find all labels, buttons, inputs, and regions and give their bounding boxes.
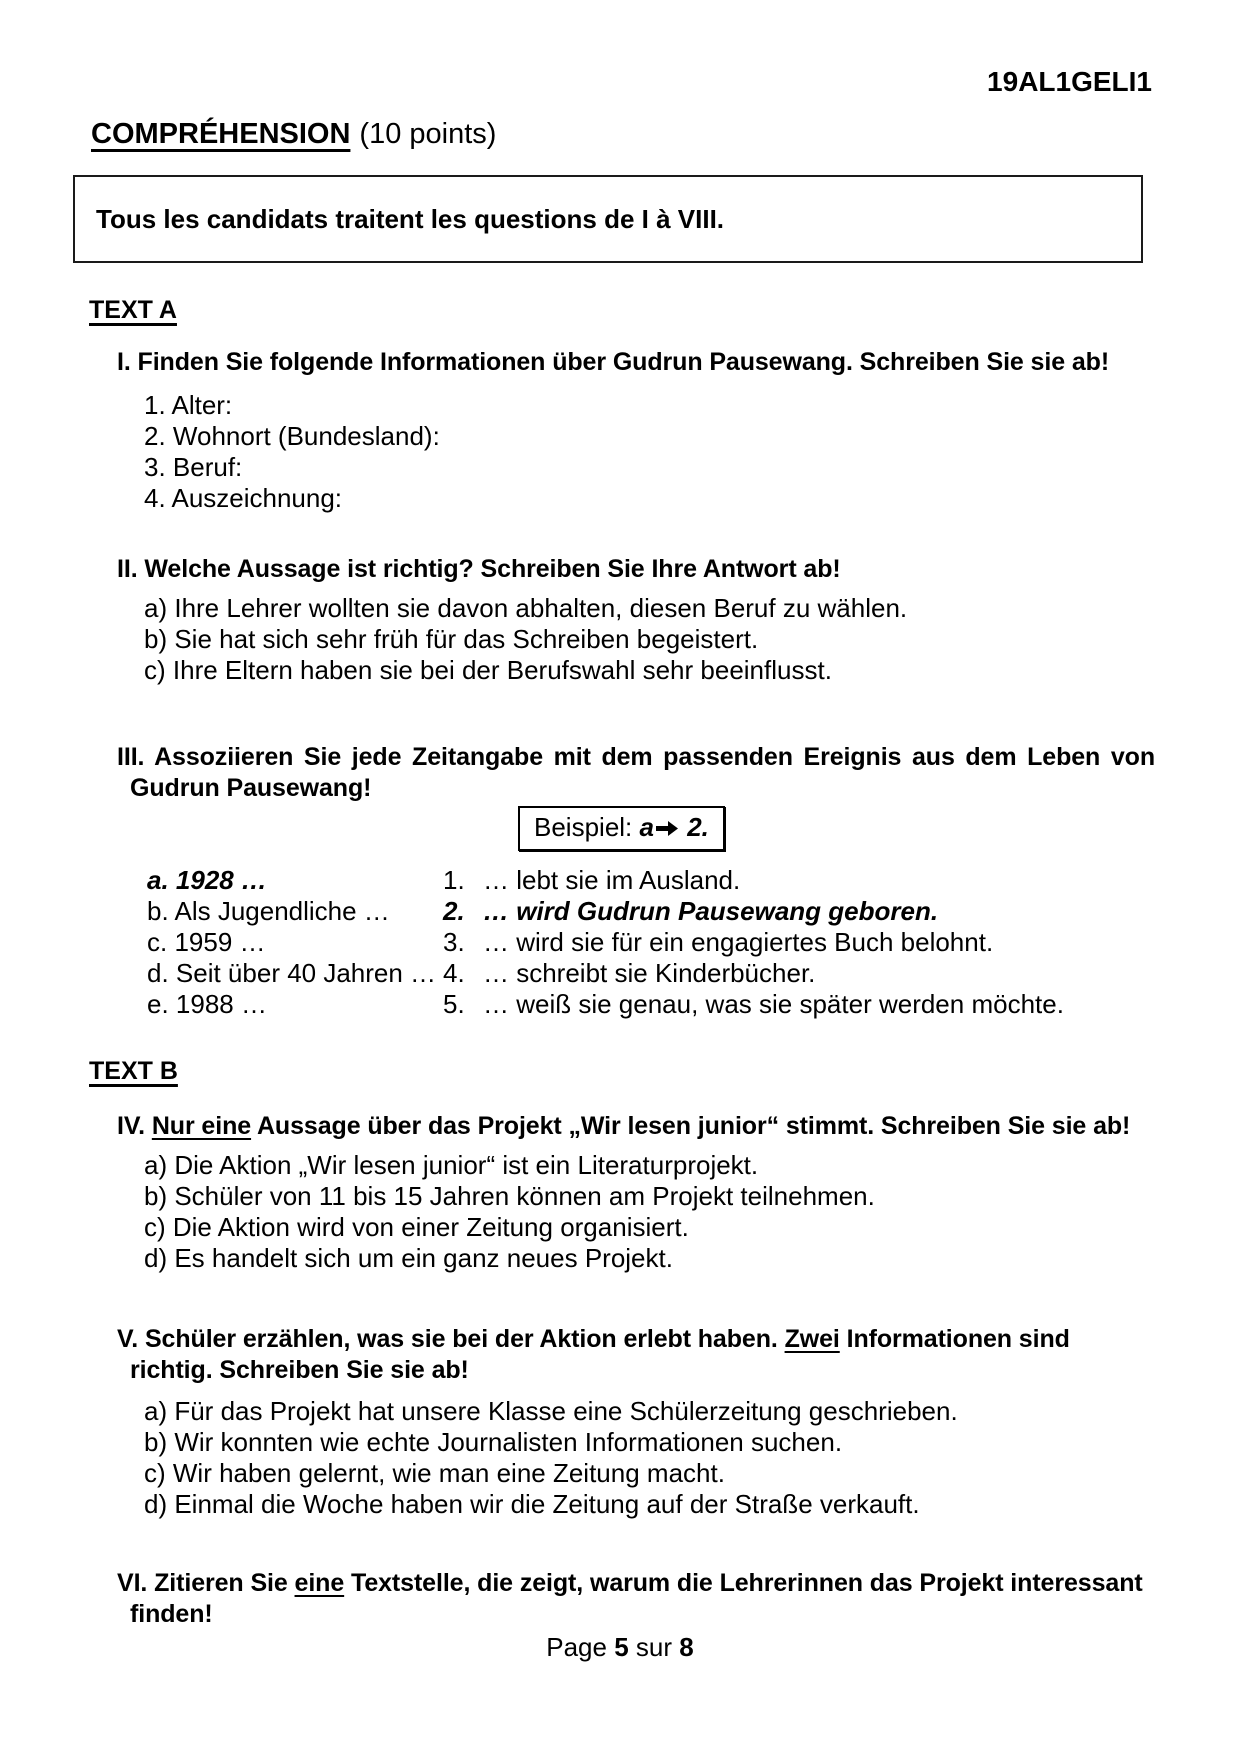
match-item-number: 4. xyxy=(443,958,465,988)
match-row xyxy=(147,958,1240,989)
match-item-text: … wird sie für ein engagiertes Buch belohnt. xyxy=(483,927,994,957)
match-item-text: … wird Gudrun Pausewang geboren. xyxy=(483,896,939,926)
list-item: d) Es handelt sich um ein ganz neues Projekt. xyxy=(144,1243,673,1273)
match-item-text: … schreibt sie Kinderbücher. xyxy=(483,958,816,988)
underline-phrase-eine: eine xyxy=(294,1569,345,1597)
question-5-heading-rest: Informationen sind richtig. Schreiben Sie sie ab! xyxy=(130,1325,1070,1384)
match-left-item: c. 1959 … xyxy=(147,927,266,957)
document-code: 19AL1GELI1 xyxy=(987,66,1152,97)
footer-total-number: 8 xyxy=(679,1632,694,1662)
question-4-list xyxy=(144,1150,1240,1274)
list-item: b) Schüler von 11 bis 15 Jahren können am Projekt teilnehmen. xyxy=(144,1181,875,1211)
match-row xyxy=(147,927,1240,958)
title-points-suffix: (10 points) xyxy=(359,118,497,150)
underline-phrase-nur-eine: Nur eine xyxy=(151,1112,252,1140)
match-right-item xyxy=(443,865,740,896)
footer-page-number: 5 xyxy=(614,1632,629,1662)
question-4-number: IV. xyxy=(117,1112,152,1140)
footer-sur-word: sur xyxy=(635,1632,673,1662)
question-4-heading xyxy=(117,1111,1240,1142)
match-row xyxy=(147,865,1240,896)
section-label-text-a: TEXT A xyxy=(89,296,177,324)
match-item-number: 1. xyxy=(443,865,465,895)
question-6-heading-rest: Textstelle, die zeigt, warum die Lehrerinnen das Projekt interessant finden! xyxy=(130,1569,1143,1628)
question-1-heading: I. Finden Sie folgende Informationen über Gudrun Pausewang. Schreiben Sie sie ab! xyxy=(117,348,1110,376)
match-left-item: a. 1928 … xyxy=(147,865,267,895)
list-item: 2. Wohnort (Bundesland): xyxy=(144,421,440,451)
list-item: a) Für das Projekt hat unsere Klasse eine Schülerzeitung geschrieben. xyxy=(144,1396,958,1426)
match-left-item: b. Als Jugendliche … xyxy=(147,896,390,926)
underline-phrase-zwei: Zwei xyxy=(784,1325,840,1353)
question-1-list xyxy=(144,390,1240,514)
footer-page-word: Page xyxy=(546,1632,607,1662)
list-item: b) Wir konnten wie echte Journalisten Informationen suchen. xyxy=(144,1427,843,1457)
list-item: c) Wir haben gelernt, wie man eine Zeitung macht. xyxy=(144,1458,725,1488)
match-right-item xyxy=(443,989,1064,1020)
match-right-item xyxy=(443,958,815,989)
question-2-list xyxy=(144,593,1240,686)
example-box xyxy=(518,806,725,851)
section-label-text-b: TEXT B xyxy=(89,1057,178,1085)
question-5-heading-start: V. Schüler erzählen, was sie bei der Aktion erlebt haben. xyxy=(117,1325,785,1353)
list-item: c) Die Aktion wird von einer Zeitung organisiert. xyxy=(144,1212,689,1242)
list-item: 3. Beruf: xyxy=(144,452,243,482)
notice-text: Tous les candidats traitent les questions de I à VIII. xyxy=(96,204,725,234)
question-3-heading: III. Assoziieren Sie jede Zeitangabe mit dem passenden Ereignis aus dem Leben von Gudrun Pausewang! xyxy=(117,743,1155,802)
list-item: c) Ihre Eltern haben sie bei der Berufswahl sehr beeinflusst. xyxy=(144,655,832,685)
notice-box xyxy=(73,175,1143,263)
match-item-number: 5. xyxy=(443,989,465,1019)
list-item: a) Ihre Lehrer wollten sie davon abhalten, diesen Beruf zu wählen. xyxy=(144,593,908,623)
question-2-heading: II. Welche Aussage ist richtig? Schreiben Sie Ihre Antwort ab! xyxy=(117,555,841,583)
page-footer xyxy=(0,1632,1240,1662)
match-item-number: 2. xyxy=(443,896,465,926)
match-left-item: e. 1988 … xyxy=(147,989,267,1019)
match-left-item: d. Seit über 40 Jahren … xyxy=(147,958,437,988)
example-label: Beispiel: xyxy=(534,812,640,842)
page-title: COMPRÉHENSION xyxy=(91,118,351,150)
match-item-number: 3. xyxy=(443,927,465,957)
page-title-line xyxy=(91,114,1240,154)
question-6-heading xyxy=(117,1568,1155,1630)
example-value-target: 2. xyxy=(679,812,709,842)
match-item-text: … weiß sie genau, was sie später werden möchte. xyxy=(483,989,1064,1019)
match-row xyxy=(147,989,1240,1020)
list-item: 4. Auszeichnung: xyxy=(144,483,343,513)
list-item: 1. Alter: xyxy=(144,390,233,420)
match-right-item xyxy=(443,896,938,927)
match-right-item xyxy=(443,927,993,958)
example-value-a: a xyxy=(639,812,654,842)
list-item: b) Sie hat sich sehr früh für das Schreiben begeistert. xyxy=(144,624,759,654)
match-table xyxy=(147,865,1240,1020)
match-row xyxy=(147,896,1240,927)
example-box-wrapper xyxy=(518,806,1240,851)
match-item-text: … lebt sie im Ausland. xyxy=(483,865,741,895)
arrow-right-icon xyxy=(655,812,679,844)
list-item: d) Einmal die Woche haben wir die Zeitung auf der Straße verkauft. xyxy=(144,1489,920,1519)
question-4-heading-rest: Aussage über das Projekt „Wir lesen junior“ stimmt. Schreiben Sie sie ab! xyxy=(251,1112,1131,1140)
list-item: a) Die Aktion „Wir lesen junior“ ist ein Literaturprojekt. xyxy=(144,1150,759,1180)
question-6-heading-start: VI. Zitieren Sie xyxy=(117,1569,295,1597)
question-5-heading xyxy=(117,1324,1155,1386)
question-5-list xyxy=(144,1396,1240,1520)
